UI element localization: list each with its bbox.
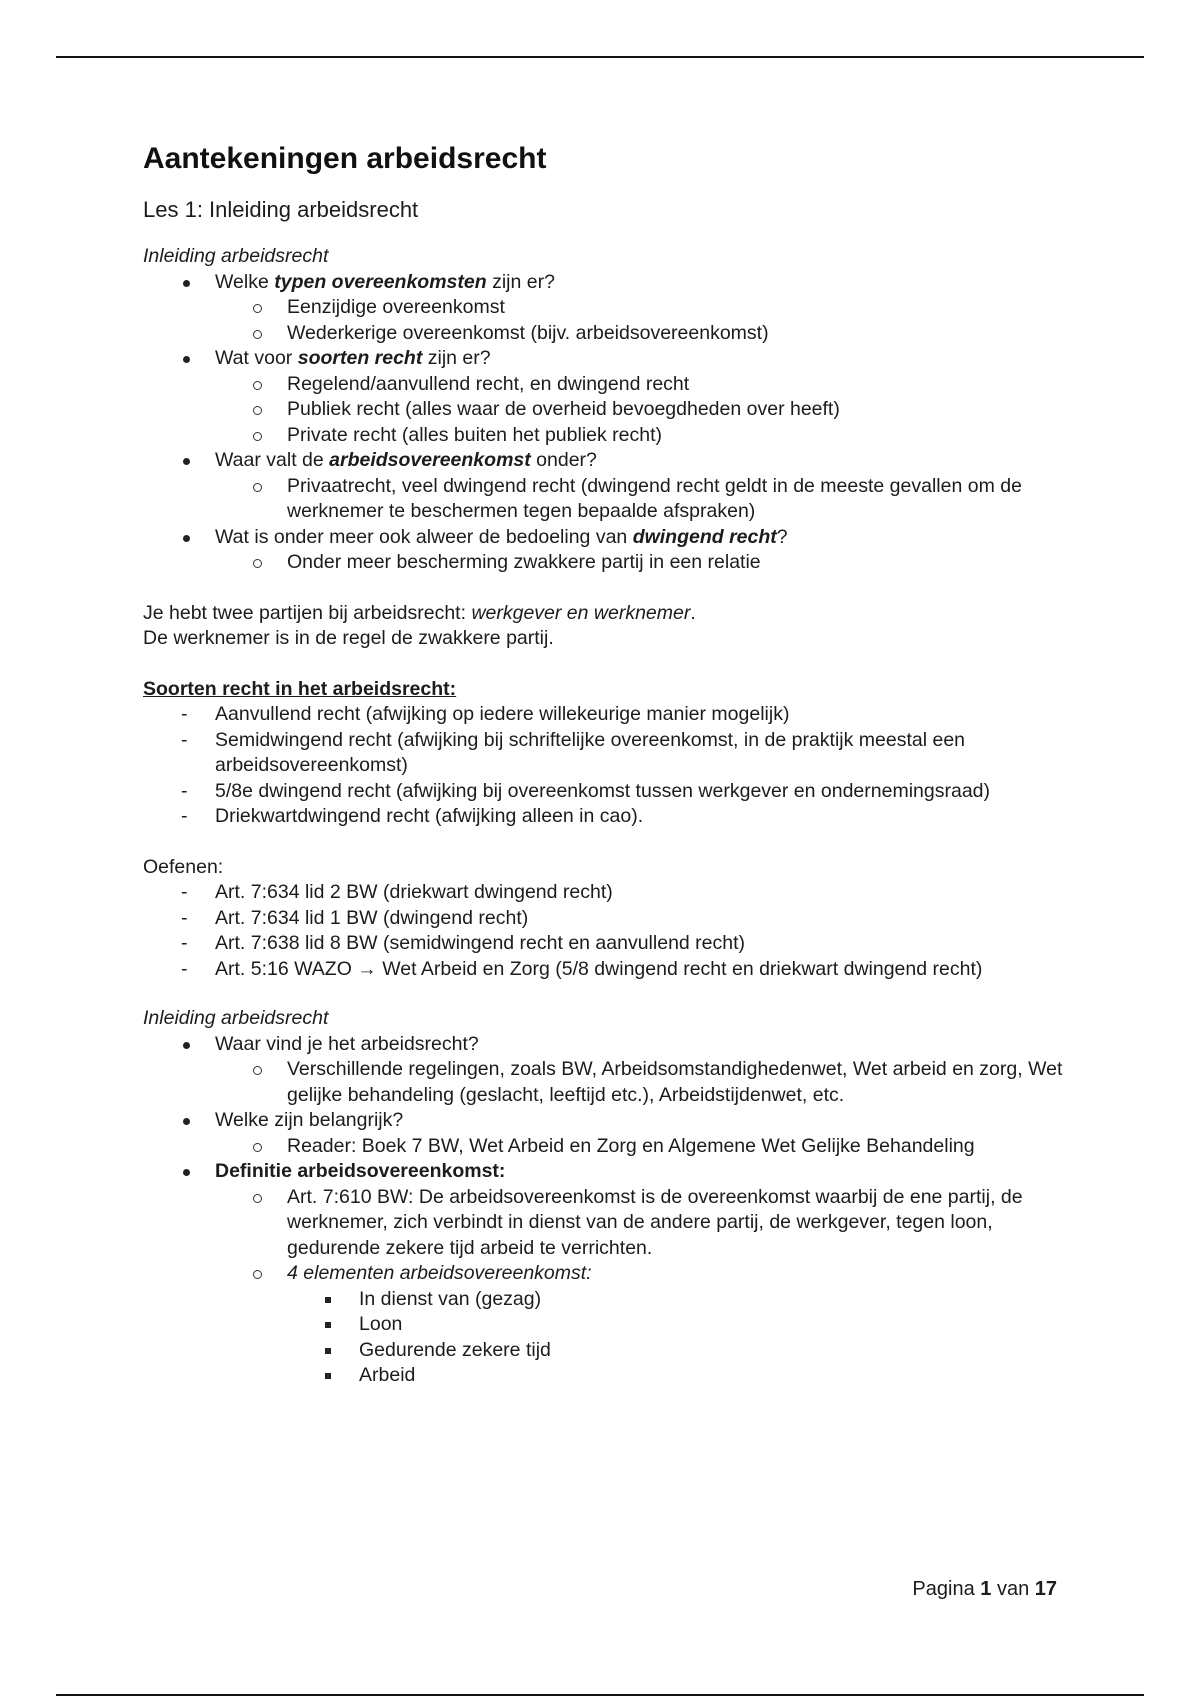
section1-list: [143, 270, 1073, 576]
dash-bullet-icon: -: [181, 779, 188, 802]
list-item: Verschillende regelingen, zoals BW, Arbeidsomstandighedenwet, Wet arbeid en zorg, Wet gelijke behandeling (geslacht, leeftijd etc.), Arbeidstijdenwet, etc.: [215, 1057, 1073, 1108]
list-item: Waar valt de arbeidsovereenkomst onder? Privaatrecht, veel dwingend recht (dwingend recht geldt in de meeste gevallen om de werknemer te beschermen tegen bepaalde afspraken): [143, 448, 1073, 525]
lesson-subtitle: Les 1: Inleiding arbeidsrecht: [143, 197, 419, 222]
list-item: Art. 7:610 BW: De arbeidsovereenkomst is de overeenkomst waarbij de ene partij, de werknemer, zich verbindt in dienst van de andere partij, de werkgever, tegen loon, gedurende zekere tijd arbeid te verrichten.: [215, 1185, 1073, 1262]
list-item: - Driekwartdwingend recht (afwijking alleen in cao).: [143, 804, 1073, 830]
dash-bullet-icon: -: [181, 957, 188, 980]
soorten-heading: Soorten recht in het arbeidsrecht:: [143, 677, 457, 700]
dash-bullet-icon: -: [181, 703, 188, 725]
circle-bullet-icon: [253, 559, 262, 568]
list-item: Reader: Boek 7 BW, Wet Arbeid en Zorg en Algemene Wet Gelijke Behandeling: [215, 1134, 1073, 1160]
square-bullet-icon: [325, 1373, 331, 1379]
list-item: Arbeid: [287, 1363, 1073, 1389]
dash-bullet-icon: -: [181, 881, 188, 903]
circle-bullet-icon: [253, 432, 262, 441]
circle-bullet-icon: [253, 381, 262, 390]
circle-bullet-icon: [253, 304, 262, 313]
dash-bullet-icon: -: [181, 805, 188, 827]
dash-bullet-icon: -: [181, 906, 188, 929]
list-item: - Art. 7:634 lid 2 BW (driekwart dwingend recht): [143, 880, 1073, 906]
list-item: Publiek recht (alles waar de overheid bevoegdheden over heeft): [215, 397, 1073, 423]
parties-line-1: Je hebt twee partijen bij arbeidsrecht: werkgever en werknemer.: [143, 601, 696, 624]
list-item: Welke zijn belangrijk? Reader: Boek 7 BW, Wet Arbeid en Zorg en Algemene Wet Gelijke Behandeling: [143, 1108, 1073, 1159]
list-item: Regelend/aanvullend recht, en dwingend recht: [215, 372, 1073, 398]
bullet-icon: [183, 1169, 190, 1176]
list-item: Private recht (alles buiten het publiek recht): [215, 423, 1073, 449]
list-item: Gedurende zekere tijd: [287, 1338, 1073, 1364]
circle-bullet-icon: [253, 330, 262, 339]
page-footer: Pagina 1 van 17: [912, 1578, 1057, 1600]
bullet-icon: [183, 280, 190, 287]
circle-bullet-icon: [253, 483, 262, 492]
document-title: Aantekeningen arbeidsrecht: [143, 142, 547, 175]
square-bullet-icon: [325, 1297, 331, 1303]
square-bullet-icon: [325, 1348, 331, 1354]
bullet-icon: [183, 535, 190, 542]
bullet-icon: [183, 356, 190, 363]
soorten-list: [143, 702, 1073, 830]
circle-bullet-icon: [253, 1270, 262, 1279]
list-item: - Art. 7:634 lid 1 BW (dwingend recht): [143, 906, 1073, 932]
oefenen-list: [143, 880, 1073, 982]
list-item: Welke typen overeenkomsten zijn er? Eenzijdige overeenkomst Wederkerige overeenkomst (bijv. arbeidsovereenkomst): [143, 270, 1073, 347]
circle-bullet-icon: [253, 1194, 262, 1203]
bullet-icon: [183, 458, 190, 465]
list-item: Wederkerige overeenkomst (bijv. arbeidsovereenkomst): [215, 321, 1073, 347]
list-item: 4 elementen arbeidsovereenkomst: In dienst van (gezag) Loon Gedurende zekere tijd Arbeid: [215, 1261, 1073, 1389]
list-item: Waar vind je het arbeidsrecht? Verschillende regelingen, zoals BW, Arbeidsomstandighedenwet, Wet arbeid en zorg, Wet gelijke behandeling (geslacht, leeftijd etc.), Arbeidstijdenwet, etc.: [143, 1032, 1073, 1109]
section2-list: [143, 1032, 1073, 1389]
list-item: - Art. 7:638 lid 8 BW (semidwingend recht en aanvullend recht): [143, 931, 1073, 957]
list-item: - Semidwingend recht (afwijking bij schriftelijke overeenkomst, in de praktijk meestal een arbeidsovereenkomst): [181, 728, 966, 776]
list-item: - Art. 5:16 WAZO → Wet Arbeid en Zorg (5/8 dwingend recht en driekwart dwingend recht): [143, 957, 1073, 983]
dash-bullet-icon: -: [181, 728, 188, 751]
circle-bullet-icon: [253, 1143, 262, 1152]
list-item: Loon: [287, 1312, 1073, 1338]
total-pages: 17: [1034, 1578, 1057, 1600]
list-item: - 5/8e dwingend recht (afwijking bij overeenkomst tussen werkgever en ondernemingsraad): [143, 779, 1073, 805]
dash-bullet-icon: -: [181, 932, 188, 954]
footer-rule: [56, 1694, 1144, 1696]
section2-heading: Inleiding arbeidsrecht: [143, 1007, 329, 1029]
section1-heading: Inleiding arbeidsrecht: [143, 245, 329, 267]
circle-bullet-icon: [253, 1066, 262, 1075]
list-item: Privaatrecht, veel dwingend recht (dwingend recht geldt in de meeste gevallen om de werknemer te beschermen tegen bepaalde afspraken): [215, 474, 1073, 525]
list-item: Definitie arbeidsovereenkomst: Art. 7:610 BW: De arbeidsovereenkomst is de overeenkomst waarbij de ene partij, de werknemer, zich verbindt in dienst van de andere partij, de werkgever, tegen loon, gedurende zekere tijd arbeid te verrichten. 4 elementen arbeidsovereenkomst: In dienst van (gezag) Loon Gedurende zekere tijd Arbeid: [143, 1159, 1073, 1389]
list-item: Wat is onder meer ook alweer de bedoeling van dwingend recht? Onder meer bescherming zwakkere partij in een relatie: [143, 525, 1073, 576]
list-item: Eenzijdige overeenkomst: [215, 295, 1073, 321]
square-bullet-icon: [325, 1322, 331, 1328]
parties-line-2: De werknemer is in de regel de zwakkere partij.: [143, 627, 554, 649]
circle-bullet-icon: [253, 406, 262, 415]
oefenen-heading: Oefenen:: [143, 855, 224, 878]
list-item: In dienst van (gezag): [287, 1287, 1073, 1313]
list-item: - Aanvullend recht (afwijking op iedere willekeurige manier mogelijk): [143, 702, 1073, 728]
list-item: Onder meer bescherming zwakkere partij in een relatie: [215, 550, 1073, 576]
document-body: [143, 140, 1073, 1389]
current-page-number: 1: [980, 1578, 992, 1600]
list-item: Wat voor soorten recht zijn er? Regelend/aanvullend recht, en dwingend recht Publiek recht (alles waar de overheid bevoegdheden over heeft) Private recht (alles buiten het publiek recht): [143, 346, 1073, 448]
header-rule: [56, 56, 1144, 58]
bullet-icon: [183, 1042, 190, 1049]
bullet-icon: [183, 1118, 190, 1125]
